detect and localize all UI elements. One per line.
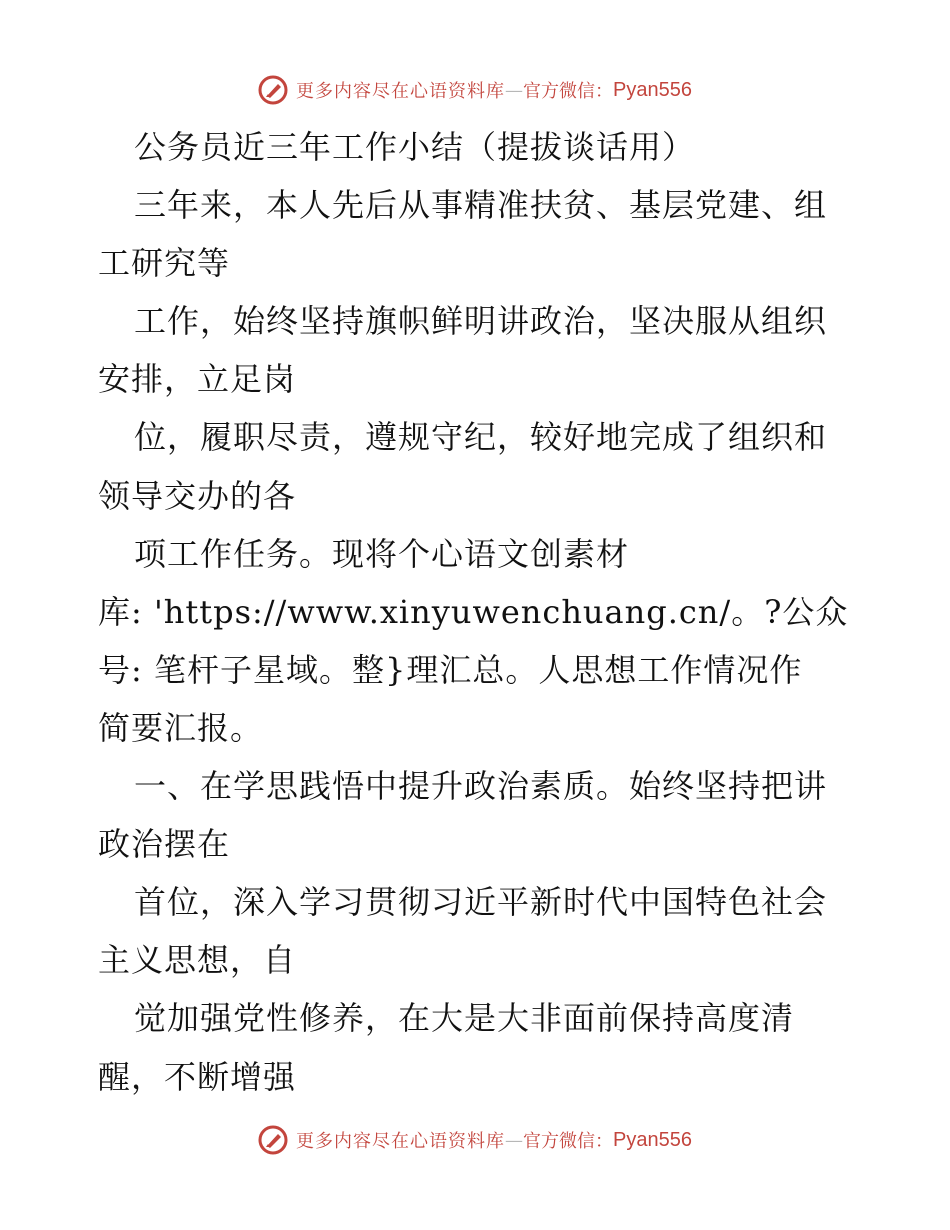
document-title: 公务员近三年工作小结（提拔谈话用）	[134, 128, 696, 166]
document-body	[98, 118, 858, 1106]
text-line: 觉加强党性修养，在大是大非面前保持高度清	[134, 999, 795, 1038]
text-line: 安排，立足岗	[98, 360, 297, 399]
text-line: 号: 笔杆子星域。整}理汇总。人思想工作情况作	[98, 650, 803, 689]
text-line: 位，履职尽责，遵规守纪，较好地完成了组织和	[134, 418, 828, 457]
text-line: 首位，深入学习贯彻习近平新时代中国特色社会	[134, 883, 828, 922]
text-line: 项工作任务。现将个心语文创素材	[134, 534, 630, 573]
header-banner	[0, 70, 950, 110]
text-line: 领导交办的各	[98, 476, 297, 515]
text-line: 三年来，本人先后从事精准扶贫、基层党建、组	[134, 186, 828, 225]
text-line: 工研究等	[98, 244, 231, 283]
banner-wechat-label: 官方微信：	[523, 1131, 614, 1152]
text-line: 醒，不断增强	[98, 1057, 297, 1096]
text-line: 政治摆在	[98, 825, 231, 864]
text-line: 库: 'https://www.xinyuwenchuang.cn/。?公众	[98, 592, 849, 631]
banner-text: 更多内容尽在心语资料库	[296, 1131, 506, 1152]
banner-separator: —	[505, 79, 524, 101]
footer-banner	[0, 1120, 950, 1160]
banner-wechat-id: Pyan556	[613, 78, 692, 101]
pen-logo-icon	[258, 75, 288, 105]
banner-wechat-label: 官方微信：	[523, 81, 614, 102]
banner-text: 更多内容尽在心语资料库	[296, 81, 506, 102]
text-line: 主义思想，自	[98, 941, 297, 980]
text-line: 简要汇报。	[98, 708, 264, 747]
banner-wechat-id: Pyan556	[613, 1128, 692, 1151]
pen-logo-icon	[258, 1125, 288, 1155]
text-line: 工作，始终坚持旗帜鲜明讲政治，坚决服从组织	[134, 302, 828, 341]
banner-separator: —	[505, 1129, 524, 1151]
section-heading-line: 一、在学思践悟中提升政治素质。始终坚持把讲	[134, 767, 828, 806]
